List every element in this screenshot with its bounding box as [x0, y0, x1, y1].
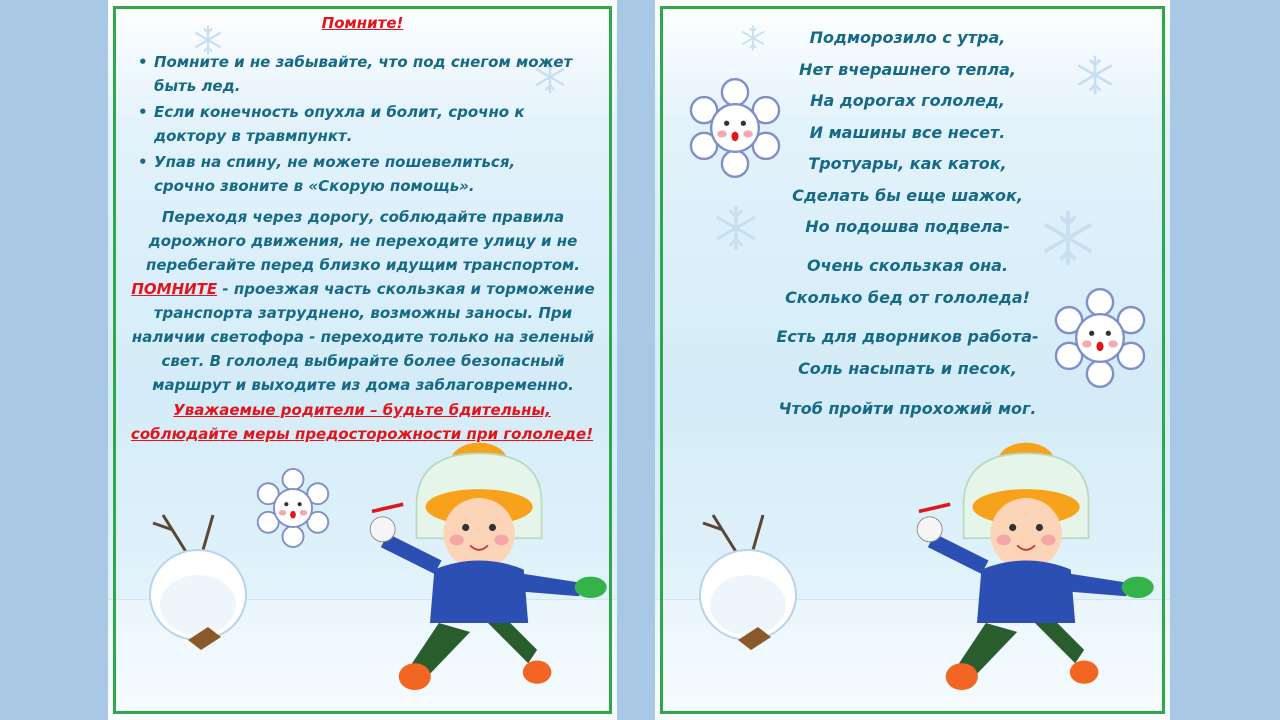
- poem-line: И машины все несет.: [809, 122, 1006, 142]
- poem-line: Очень скользкая она.: [806, 256, 1009, 275]
- para-text: - проезжая часть скользкая и торможение транспорта затруднено, возможны заносы. При наличии светофора - переходите только на зеленый свет. В гололед выбирайте более безопасный маршрут и выходите из дома заблаговременно.: [131, 280, 595, 394]
- poem-line: Тротуары, как каток,: [808, 154, 1007, 173]
- page-title: Помните!: [321, 14, 404, 32]
- snowman-illustration: [673, 505, 833, 655]
- snowman-illustration: [123, 505, 283, 655]
- boy-illustration: [363, 420, 613, 710]
- poem-line: Нет вчерашнего тепла,: [799, 59, 1016, 79]
- poem-line: Подморозило с утра,: [809, 28, 1006, 47]
- poem-line: Соль насыпать и песок,: [798, 358, 1017, 378]
- poem-line: Сделать бы еще шажок,: [792, 185, 1023, 205]
- list-item: • Если конечность опухла и болит, срочно к доктору в травмпункт.: [138, 100, 578, 148]
- poem-line: Есть для дворников работа-: [776, 327, 1039, 346]
- left-leaflet: [108, 0, 617, 720]
- boy-illustration: [910, 420, 1160, 710]
- road-safety-paragraph: [126, 205, 600, 397]
- bullet-list: [138, 50, 578, 200]
- poem-line: Сколько бед от гололеда!: [785, 287, 1030, 307]
- remember-highlight: ПОМНИТЕ: [131, 280, 218, 298]
- list-item: • Помните и не забывайте, что под снегом может быть лед.: [138, 50, 578, 98]
- list-item: • Упав на спину, не можете пошевелиться, срочно звоните в «Скорую помощь».: [138, 150, 578, 198]
- poem-stanza: [695, 250, 1120, 313]
- warning-line: Уважаемые родители – будьте бдительны,: [173, 401, 551, 419]
- para-text: Переходя через дорогу, соблюдайте правила дорожного движения, не переходите улицу и не перебегайте перед близко идущим транспортом.: [146, 208, 580, 274]
- poem-line: Но подошва подвела-: [805, 217, 1010, 236]
- poem-stanza: [695, 22, 1120, 243]
- poem-line: На дорогах гололед,: [810, 91, 1005, 110]
- right-leaflet: [655, 0, 1170, 720]
- warning-line: соблюдайте меры предосторожности при гололеде!: [130, 425, 594, 443]
- poem-stanza: [695, 321, 1120, 384]
- poem-line: Чтоб пройти прохожий мог.: [778, 399, 1037, 418]
